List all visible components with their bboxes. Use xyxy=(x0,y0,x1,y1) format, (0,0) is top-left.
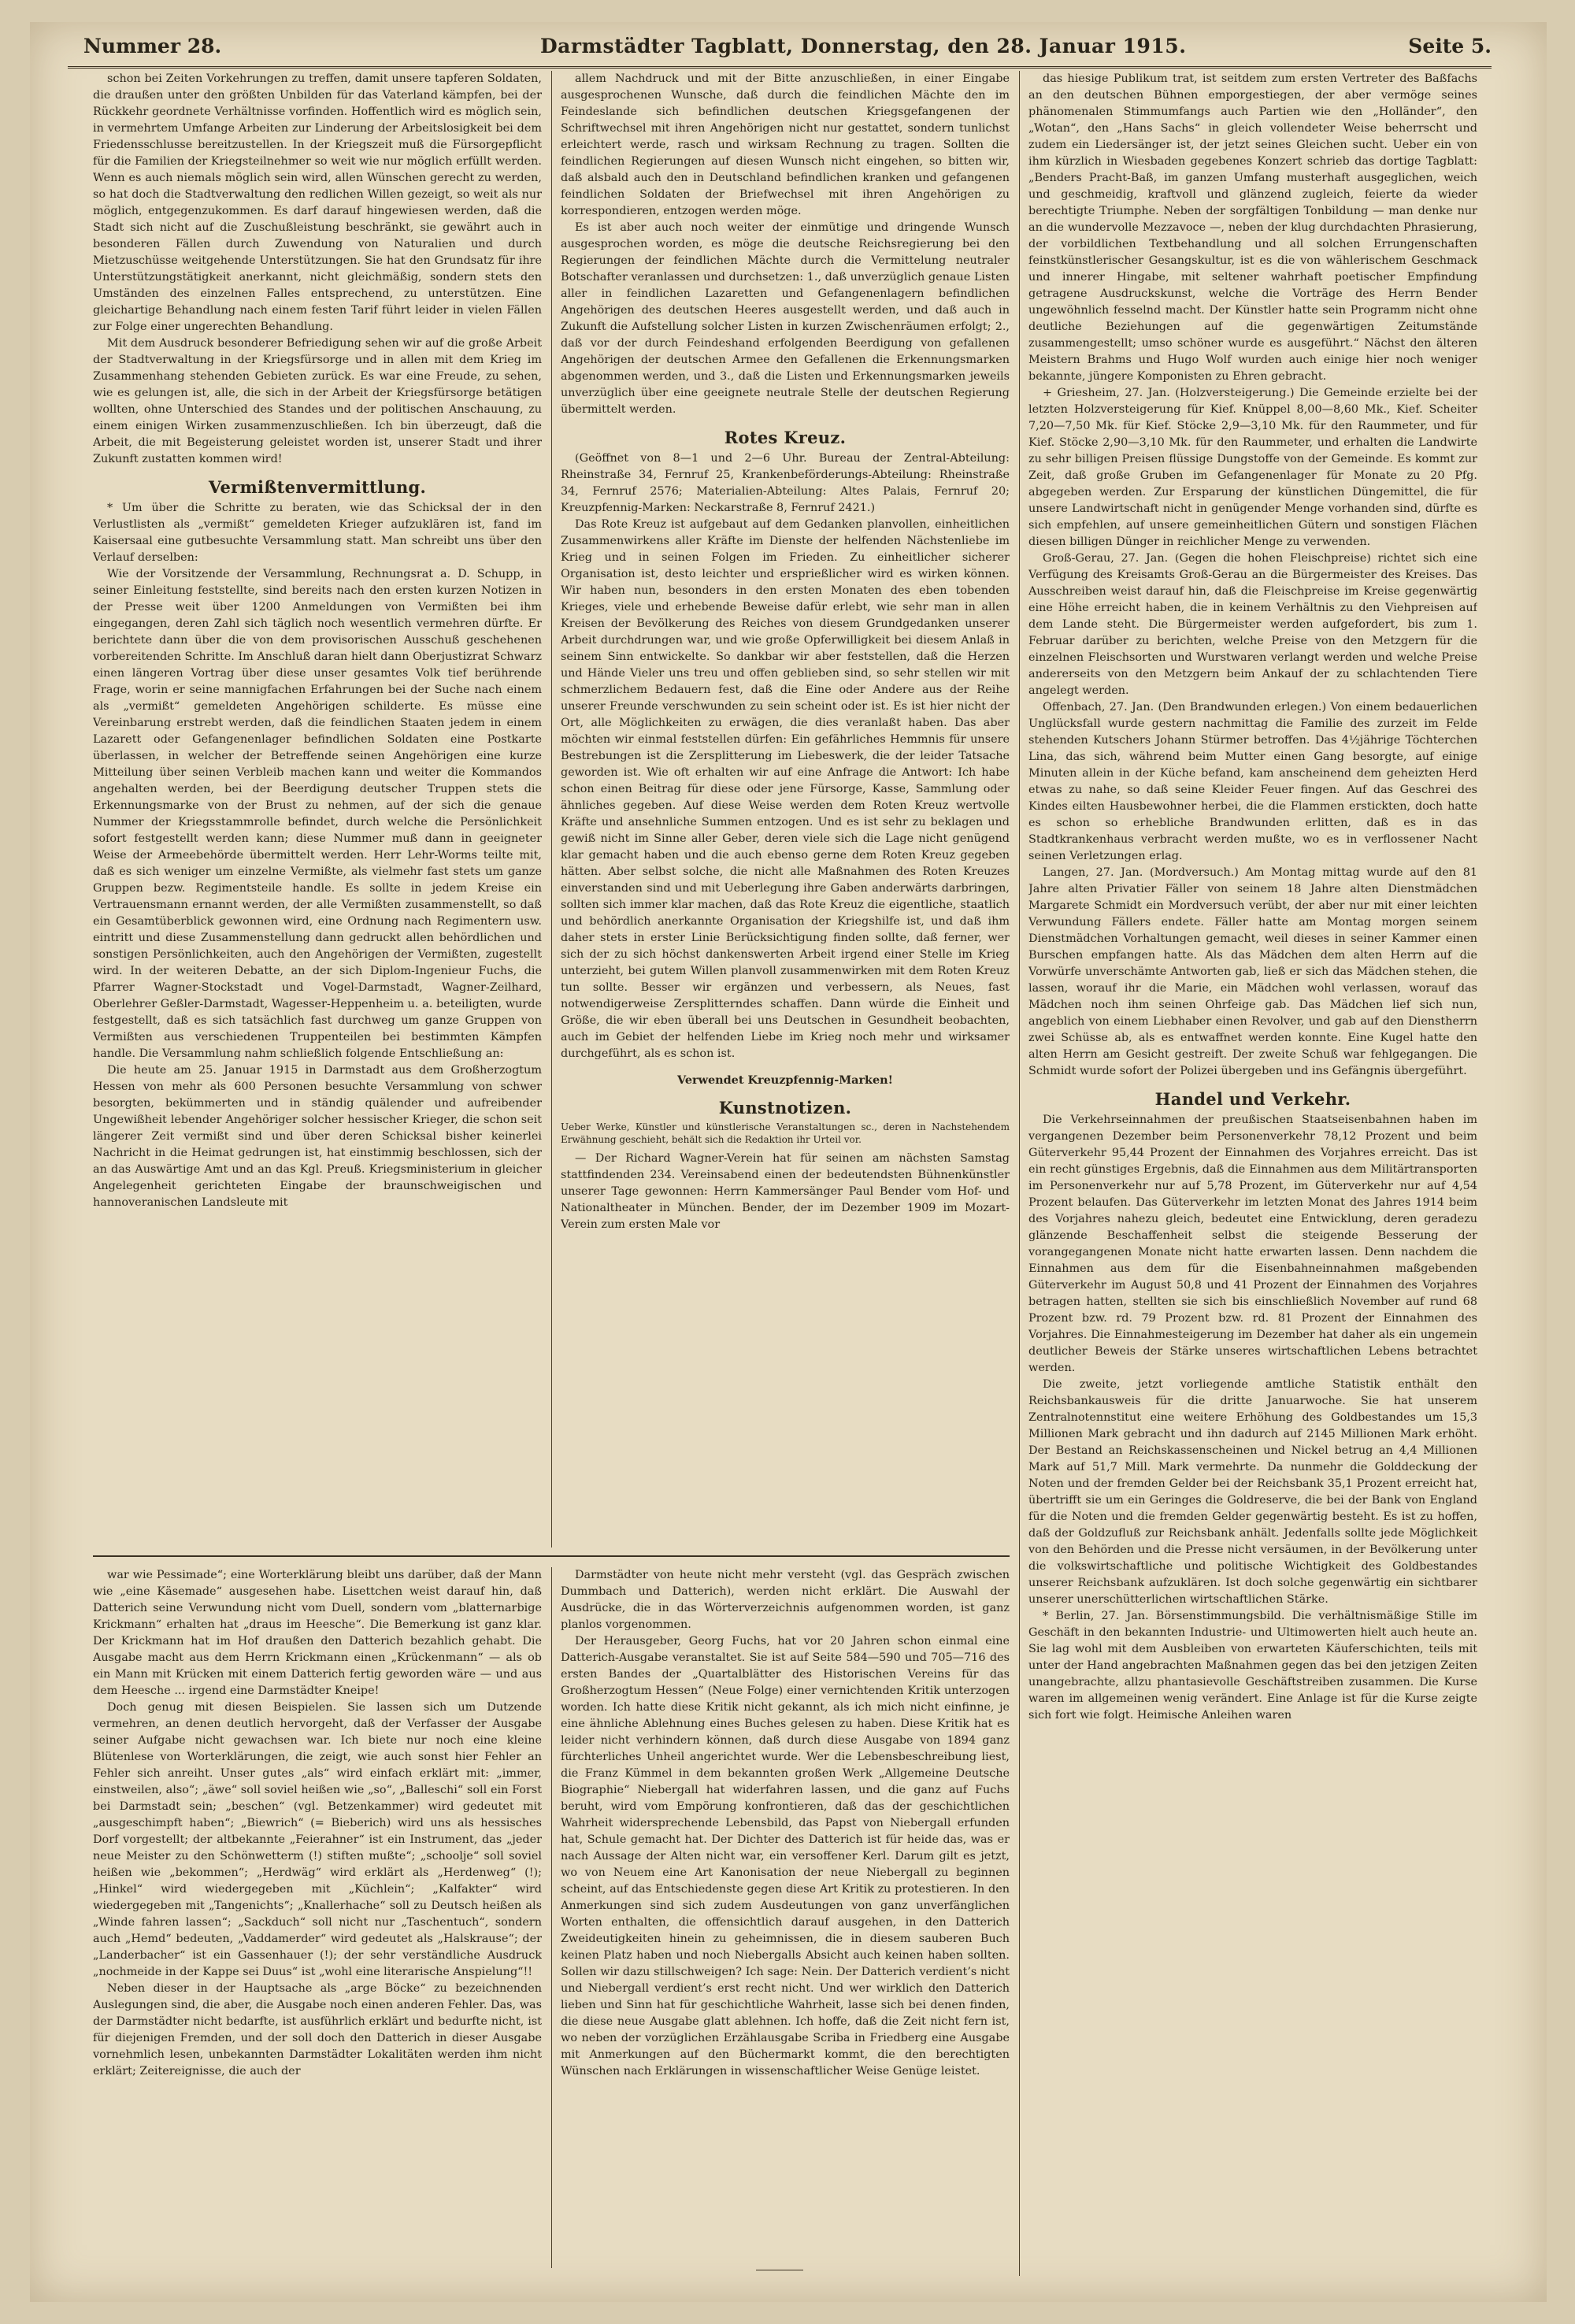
article-paragraph: Die zweite, jetzt vorliegende amtliche Statistik enthält den Reichsbankausweis für die dritte Januarwoche. Sie hat unserem Zentralnotennstitut eine weitere Erhöhung des Goldbestandes um 15,3 Millionen Mark gebracht und ihn dadurch auf 2145 Millionen Mark erhöht. Der Bestand an Reichskassenscheinen und Nickel betrug an 4,4 Millionen Mark auf 51,7 Mill. Mark vermehrte. Da nunmehr die Golddeckung der Noten und der fremden Gelder bei der Reichsbank 35,1 Prozent erreicht hat, übertrifft sie um ein Geringes die Goldreserve, die bei der Bank von England für die Noten und die fremden Gelder gegenwärtig besteht. Es ist zu hoffen, daß der Goldzufluß zur Reichsbank anhält. Jedenfalls sollte jede Möglichkeit von den Behörden und die Presse nicht versäumen, in der Bevölkerung unter die volkswirtschaftliche und politische Wichtigkeit des Goldbestandes unserer Reichsbank aufzuklären. Ist doch solche gegenwärtig ein sichtbarer unserer unerschütterlichen wirtschaftlichen Stärke. xyxy=(1028,1378,1477,1606)
issue-number: Nummer 28. xyxy=(83,35,222,57)
article-paragraph: * Um über die Schritte zu beraten, wie das Schicksal der in den Verlustlisten als „vermißt“ gemeldeten Krieger aufzuklären ist, fand im Kaisersaal eine gutbesuchte Versammlung statt. Man schreibt uns über den Verlauf derselben: xyxy=(93,502,542,564)
local-news-paragraph: Langen, 27. Jan. (Mordversuch.) Am Montag mittag wurde auf den 81 Jahre alten Privatier Fäller von seinem 18 Jahre alten Dienstmädchen Margarete Schmidt ein Mordversuch verübt, der aber nur mit einer leichten Verwundung Fällers endete. Fäller hatte am Montag morgen seinem Dienstmädchen Vorhaltungen gemacht, weil dieses in seiner Kammer einen Burschen empfangen hatte. Als das Mädchen dem alten Herrn auf die Vorwürfe unverschämte Antworten gab, ließ er sich das Mädchen stehen, die lassen, worauf ihr die Marie, ein Mädchen wohl verlassen, worauf das Mädchen noch ihm seinen Ohrfeige gab. Das Mädchen lief sich nun, angeblich von einem Liebhaber einen Revolver, und gab auf den Dienstherrn zwei Schüsse ab, als es entwaffnet werden konnte. Eine Kugel hatte den alten Herrn am Gesicht gestreift. Der zweite Schuß war fehlgegangen. Die Schmidt wurde sofort der Polizei übergeben und ins Gefängnis übergeführt. xyxy=(1028,866,1477,1077)
page-number: Seite 5. xyxy=(1408,35,1492,57)
feuilleton-paragraph: Darmstädter von heute nicht mehr versteht (vgl. das Gespräch zwischen Dummbach und Datterich), werden nicht erklärt. Die Auswahl der Ausdrücke, die in das Wörterverzeichnis aufgenommen worden, ist ganz planlos vorgenommen. xyxy=(561,1569,1010,1631)
feuilleton-column-2 xyxy=(561,1567,1010,2268)
column-divider xyxy=(551,71,552,1547)
feuilleton-paragraph: Neben dieser in der Hauptsache als „arge Böcke“ zu bezeichnenden Auslegungen sind, die aber, die Ausgabe noch einen anderen Fehler. Das, was der Darmstädter nicht bedarfte, ist ausführlich erklärt und bedurfte nicht, ist für diejenigen Fremden, und der soll doch den Datterich in dieser Ausgabe vornehmlich lesen, unbekannten Darmstädter Lokalitäten werden ihm nicht erklärt; Zeitereignisse, die auch der xyxy=(93,1982,542,2078)
article-paragraph: Wie der Vorsitzende der Versammlung, Rechnungsrat a. D. Schupp, in seiner Einleitung feststellte, sind bereits nach den ersten kurzen Notizen in der Presse weit über 1200 Anmeldungen von Vermißten bei ihm eingegangen, deren Zahl sich täglich noch wesentlich vermehren dürfte. Er berichtete dann über die von dem provisorischen Ausschuß geschehenen vorbereitenden Schritte. Im Anschluß daran hielt dann Oberjustizrat Schwarz einen längeren Vortrag über diese unser gesamtes Volk tief berührende Frage, worin er seine mannigfachen Erfahrungen bei der Suche nach einem als „vermißt“ gemeldeten Angehörigen schilderte. Es müsse eine Vereinbarung erstrebt werden, daß die feindlichen Staaten jedem in einem Lazarett oder Gefangenenlager befindlichen Soldaten eine Postkarte überlassen, in welcher der Betreffende seinen Angehörigen eine kurze Mitteilung über seinen Verbleib machen kann und weiter die Kommandos angehalten werden, bei der Beerdigung deutscher Truppen stets die Erkennungsmarke von der Brust zu nehmen, auf der sich die genaue Nummer der Kriegsstammrolle befindet, durch welche die Persönlichkeit sofort festgestellt werden kann; diese Nummer muß dann in geeigneter Weise der Armeebehörde übermittelt werden. Herr Lehr-Worms teilte mit, daß es sich weniger um einzelne Vermißte, als vielmehr fast stets um ganze Gruppen bezw. Regimentsteile handle. Es sollte in jedem Kreise ein Vertrauensmann ernannt werden, der alle Vermißten zusammenstellt, so daß ein Gesamtüberblick gewonnen wird, eine Ordnung nach Regimentern usw. eintritt und diese Zusammenstellung dann gedruckt allen behördlichen und sonstigen Persönlichkeiten, auch den Angehörigen der Vermißten, zugestellt wird. In der weiteren Debatte, an der sich Diplom-Ingenieur Fuchs, die Pfarrer Wagner-Stockstadt und Vogel-Darmstadt, Wagner-Zeilhard, Oberlehrer Geßler-Darmstadt, Wagesser-Heppenheim u. a. beteiligten, wurde festgestellt, daß es sich tatsächlich fast durchweg um ganze Gruppen von Vermißten aus verschiedenen Truppenteilen bei bestimmten Kämpfen handle. Die Versammlung nahm schließlich folgende Entschließung an: xyxy=(93,568,542,1060)
section-heading-kunstnotizen: Kunstnotizen. xyxy=(718,1098,852,1118)
article-paragraph: — Der Richard Wagner-Verein hat für seinen am nächsten Samstag stattfindenden 234. Vereinsabend einen der bedeutendsten Bühnenkünstler unserer Tage gewonnen: Herrn Kammersänger Paul Bender vom Hof- und Nationaltheater in München. Bender, der im Dezember 1909 im Mozart-Verein zum ersten Male vor xyxy=(561,1152,1010,1231)
article-paragraph: (Geöffnet von 8—1 und 2—6 Uhr. Bureau der Zentral-Abteilung: Rheinstraße 34, Fernruf 25, Krankenbeförderungs-Abteilung: Rheinstraße 34, Fernruf 2576; Materialien-Abteilung: Altes Palais, Fernruf 20; Kreuzpfennig-Marken: Neckarstraße 8, Fernruf 2421.) xyxy=(561,452,1010,514)
section-heading-rotes-kreuz: Rotes Kreuz. xyxy=(724,428,847,447)
column-3 xyxy=(1028,71,1477,2268)
article-paragraph: Die heute am 25. Januar 1915 in Darmstadt aus dem Großherzogtum Hessen von mehr als 600 Personen besuchte Versammlung von schwer besorgten, bekümmerten und in ständig quälender und aufreibender Ungewißheit lebender Angehöriger solcher hessischer Krieger, die schon seit längerer Zeit vermißt sind und über deren Schicksal bisher keinerlei Nachricht in die Heimat gedrungen ist, hat einstimmig beschlossen, sich der an das Auswärtige Amt und an das Kgl. Preuß. Kriegsministerium in gleicher Angelegenheit gerichteten Eingabe der braunschweigischen und hannoveranischen Landsleute mit xyxy=(93,1064,542,1209)
newspaper-title: Darmstädter Tagblatt, Donnerstag, den 28. Januar 1915. xyxy=(540,35,1187,57)
kreuzpfennig-callout: Verwendet Kreuzpfennig-Marken! xyxy=(677,1073,893,1087)
column-1 xyxy=(93,71,542,1544)
column-2 xyxy=(561,71,1010,1544)
masthead xyxy=(68,35,1492,69)
feuilleton-separator xyxy=(93,1555,1010,1557)
article-paragraph: das hiesige Publikum trat, ist seitdem zum ersten Vertreter des Baßfachs an den deutschen Bühnen emporgestiegen, der aber vermöge seines phänomenalen Stimmumfangs auch Partien wie den „Holländer“, den „Wotan“, den „Hans Sachs“ in gleich vollendeter Weise beherrscht und zudem ein Liedersänger ist, der jetzt seines Gleichen sucht. Ueber ein von ihm kürzlich in Wiesbaden gegebenes Konzert schrieb das dortige Tagblatt: „Benders Pracht-Baß, im ganzen Umfang musterhaft ausgeglichen, weich und geschmeidig, kraftvoll und glänzend zugleich, feierte da wieder berechtigte Triumphe. Neben der sorgfältigen Tonbildung — man denke nur an die wundervolle Mezzavoce —, neben der klug durchdachten Phrasierung, der vorbildlichen Textbehandlung und all solchen Errungenschaften feinstkünstlerischer Gesangskultur, ist es die von wählerischem Geschmack und innerer Hingabe, mit seltener wahrhaft poetischer Empfindung getragene Ausdruckskunst, welche die Vorträge des Herrn Bender ungewöhnlich fesselnd macht. Der Künstler hatte sein Programm nicht ohne deutliche Beziehungen auf die gegenwärtigen Zeitumstände zusammengestellt; umso schöner wurde es ausgeführt.“ Nächst den älteren Meistern Brahms und Hugo Wolf wurden auch einige hier noch weniger bekannte, jüngere Komponisten zu Ehren gebracht. xyxy=(1028,72,1477,383)
article-paragraph: * Berlin, 27. Jan. Börsenstimmungsbild. Die verhältnismäßige Stille im Geschäft in den bekannten Industrie- und Ultimowerten hielt auch heute an. Sie lag wohl mit dem Ausbleiben von erwarteten Käuferschichten, teils mit unter der Hand angebrachten Maßnahmen gegen das bei den jetzigen Zeiten unangebrachte, allzu phantasievolle Geschäftstreiben zusammen. Die Kurse waren im allgemeinen wenig verändert. Eine Anlage ist für die Kurse zeigte sich fort wie folgt. Heimische Anleihen waren xyxy=(1028,1610,1477,1722)
column-divider xyxy=(551,1567,552,2268)
article-paragraph: Es ist aber auch noch weiter der einmütige und dringende Wunsch ausgesprochen worden, es möge die deutsche Reichsregierung bei den Regierungen der feindlichen Mächte durch die Vermittelung neutraler Botschafter veranlassen und durchsetzen: 1., daß unverzüglich genaue Listen aller in feindlichen Lazaretten und Gefangenenlagern befindlichen Angehörigen des deutschen Heeres ausgestellt werden, und daß auch in Zukunft die Aufstellung solcher Listen in kurzen Zwischenräumen erfolgt; 2., daß vor der durch Feindeshand erfolgenden Beerdigung von gefallenen Angehörigen der deutschen Armee den Gefallenen die Erkennungsmarken abgenommen werden, und 3., daß die Listen und Erkennungsmarken jeweils unverzüglich über eine geeignete neutrale Stelle der deutschen Regierung übermittelt werden. xyxy=(561,221,1010,416)
article-paragraph: Das Rote Kreuz ist aufgebaut auf dem Gedanken planvollen, einheitlichen Zusammenwirkens aller Kräfte im Dienste der helfenden Nächstenliebe im Krieg und in seinen Folgen im Frieden. Zu einheitlicher sicherer Organisation ist, desto leichter und ersprießlicher wird es wirken können. Wir haben nun, besonders in den ersten Monaten des eben tobenden Krieges, viele und erhebende Beweise dafür erlebt, wie sehr man in allen Kreisen der Bevölkerung des Reiches von diesem Grundgedanken unserer Arbeit durchdrungen war, und wie große Opferwilligkeit bei diesem Anlaß in seinem Sinn entwickelte. So dankbar wir aber feststellen, daß die Herzen und Hände Vieler uns treu und offen geblieben sind, so sehr stellen wir mit schmerzlichem Bedauern fest, daß die Eine oder Andere aus der Reihe unserer Freunde verschwunden zu sein scheint oder ist. Es ist hier nicht der Ort, alle Möglichkeiten zu erwägen, die dies veranlaßt haben. Das aber möchten wir einmal feststellen dürfen: Ein gefährliches Hemmnis für unsere Bestrebungen ist die Zersplitterung im Liebeswerk, die der leider Tatsache geworden ist. Wie oft erhalten wir auf eine Anfrage die Antwort: Ich habe schon einen Beitrag für diese oder jene Fürsorge, Kasse, Sammlung oder ähnliches gegeben. Auf diese Weise werden dem Roten Kreuz wertvolle Kräfte und ansehnliche Summen entzogen. Und es ist sehr zu beklagen und gewiß nicht im Sinne aller Geber, deren viele sich die Lage nicht genügend klar gemacht haben und die auch ebenso gerne dem Roten Kreuz gegeben hätten. Aber selbst solche, die nicht alle Maßnahmen des Roten Kreuzes einverstanden sind und mit Ueberlegung ihre Gaben anderwärts darbringen, sollten sich immer klar machen, daß das Rote Kreuz die eigentliche, staatlich und behördlich anerkannte Organisation der Kriegshilfe ist, und daß ihm daher stets in erster Linie Berücksichtigung finden sollte, daß ferner, wer sich der zu sich höchst dankenswerten Arbeit irgend einer Stelle im Krieg unterzieht, bei gutem Willen planvoll zusammenwirken mit dem Roten Kreuz tun sollte. Besser wir ergänzen und verbessern, als Neues, fast notwendigerweise Zersplitterndes schaffen. Dann würde die Einheit und Größe, die wir eben überall bei uns Deutschen in Gesundheit beobachten, auch im Gebiet der helfenden Liebe im Krieg noch mehr und wirksamer durchgeführt, als es schon ist. xyxy=(561,518,1010,1060)
editorial-disclaimer: Ueber Werke, Künstler und künstlerische Veranstaltungen sc., deren in Nachstehendem Erwähnung geschieht, behält sich die Redaktion ihr Urteil vor. xyxy=(561,1121,1010,1145)
section-heading-handel-und-verkehr: Handel und Verkehr. xyxy=(1154,1089,1351,1109)
feuilleton-paragraph: Doch genug mit diesen Beispielen. Sie lassen sich um Dutzende vermehren, an denen deutlich hervorgeht, daß der Verfasser der Ausgabe seiner Aufgabe nicht gewachsen war. Ich biete nur noch eine kleine Blütenlese von Worterklärungen, die zeigt, wie auch sonst hier Fehler an Fehler sich anreiht. Unser gutes „als“ wird einfach erklärt mit: „immer, einstweilen, also“; „äwe“ soll soviel heißen wie „so“, „Balleschi“ soll ein Forst bei Darmstadt sein; „beschen“ (vgl. Betzenkammer) wird gedeutet mit „ausgeschimpft haben“; „Biewrich“ (= Bieberich) wird uns als hessisches Dorf vorgestellt; der altbekannte „Feierahner“ ist ein Instrument, das „jeder neue Meister zu den Schönwetterm (!) stiften mußte“; „schoolje“ soll soviel heißen wie „bekommen“; „Herdwäg“ wird erklärt als „Herdenweg“ (!); „Hinkel“ wird wiedergegeben mit „Küchlein“; „Kalfakter“ wird wiedergegeben mit „Tangenichts“; „Knallerhache“ soll zu Deutsch heißen als „Winde fahren lassen“; „Sackduch“ soll nicht nur „Taschentuch“, sondern auch „Hemd“ bedeuten, „Vaddamerder“ wird gedeutet als „Halskrause“; der „Landerbacher“ ist ein Gassenhauer (!); der sehr verständliche Ausdruck „nochmeide in der Kappe sei Duus“ ist „wohl eine literarische Anspielung“!! xyxy=(93,1701,542,1978)
local-news-paragraph: Groß-Gerau, 27. Jan. (Gegen die hohen Fleischpreise) richtet sich eine Verfügung des Kreisamts Groß-Gerau an die Bürgermeister des Kreises. Das Ausschreiben weist darauf hin, daß die Fleischpreise im Kreise gegenwärtig eine Höhe erreicht haben, die in keinem Verhältnis zu den Viehpreisen auf dem Lande steht. Die Bürgermeister werden aufgefordert, bis zum 1. Februar darüber zu berichten, welche Preise von den Metzgern für die einzelnen Fleischsorten und Wurstwaren verlangt werden und welche Preise andererseits von den Metzgern beim Ankauf der zu schlachtenden Tiere angelegt werden. xyxy=(1028,552,1477,697)
local-news-paragraph: + Griesheim, 27. Jan. (Holzversteigerung.) Die Gemeinde erzielte bei der letzten Holzversteigerung für Kief. Knüppel 8,00—8,60 Mk., Kief. Scheiter 7,20—7,50 Mk. für Kief. Stöcke 2,9—3,10 Mk. für den Raummeter, und für Kief. Stöcke 2,90—3,10 Mk. für den Raummeter, und erhalten die Landwirte zu sehr billigen Preisen flüssige Dungstoffe von der Gemeinde. Es kommt zur Zeit, daß große Gruben im Gefangenenlager für Monate zu 20 Pfg. abgegeben werden. Zur Ersparung der künstlichen Düngemittel, die für unsere Landwirtschaft nicht in genügender Menge vorhanden sind, dürfte es sich empfehlen, auf unsere gemeinheitlichen Gütern und sonstigen Flächen diesen billigen Dünger in reichlicher Menge zu verwenden. xyxy=(1028,387,1477,548)
feuilleton-column-1 xyxy=(93,1567,542,2268)
feuilleton-paragraph: war wie Pessimade“; eine Worterklärung bleibt uns darüber, daß der Mann wie „eine Käsemade“ ausgesehen habe. Lisettchen weist darauf hin, daß Datterich seine Verwundung nicht vom Duell, sondern vom „blatternarbige Krickmann“ erhalten hat „draus im Heesche“. Die Bemerkung ist ganz klar. Der Krickmann hat im Hof draußen den Datterich bezahlich gehabt. Die Ausgabe macht aus dem Herrn Krickmann einen „Krückenmann“ — als ob ein Mann mit Krücken mit einem Datterich fertig geworden wäre — und aus dem Heesche ... irgend eine Darmstädter Kneipe! xyxy=(93,1569,542,1697)
article-paragraph: Mit dem Ausdruck besonderer Befriedigung sehen wir auf die große Arbeit der Stadtverwaltung in der Kriegsfürsorge und in allen mit dem Krieg im Zusammenhang stehenden Gebieten zurück. Es war eine Freude, zu sehen, wie es gelungen ist, alle, die sich in der Arbeit der Kriegsfürsorge betätigen wollten, ohne Unterschied des Standes und der politischen Anschauung, zu einem einigen Wirken zusammenzuschließen. Ich bin überzeugt, daß die Arbeit, die mit Begeisterung geleistet worden ist, unserer Stadt und ihrer Zukunft zustatten kommen wird! xyxy=(93,337,542,465)
column-divider xyxy=(1019,71,1020,2276)
section-heading-vermisstenvermittlung: Vermißtenvermittlung. xyxy=(208,477,427,497)
local-news-paragraph: Offenbach, 27. Jan. (Den Brandwunden erlegen.) Von einem bedauerlichen Unglücksfall wurde gestern nachmittag die Familie des zurzeit im Felde stehenden Kutschers Johann Stürmer betroffen. Das 4½jährige Töchterchen Lina, das sich, während beim Mutter einen Gang besorgte, auf einige Minuten allein in der Küche befand, kam anscheinend dem geheizten Herd etwas zu nahe, so daß seine Kleider Feuer fingen. Auf das Geschrei des Kindes eilten Hausbewohner herbei, die die Flammen erstickten, doch hatte es schon so erhebliche Brandwunden erlitten, daß es in das Stadtkrankenhaus verbracht werden mußte, wo es in verflossener Nacht seinen Verletzungen erlag. xyxy=(1028,701,1477,862)
feuilleton-paragraph: Der Herausgeber, Georg Fuchs, hat vor 20 Jahren schon einmal eine Datterich-Ausgabe veranstaltet. Sie ist auf Seite 584—590 und 705—716 des ersten Bandes der „Quartalblätter des Historischen Vereins für das Großherzogtum Hessen“ (Neue Folge) einer vernichtenden Kritik unterzogen worden. Ich hatte diese Kritik nicht gekannt, als ich mich nicht einfinne, je eine ähnliche Ablehnung eines Buches gelesen zu haben. Diese Kritik hat es leider nicht verhindern können, daß durch diese Ausgabe von 1894 ganz fürchterliches Unheil angerichtet wurde. Wer die Lebensbeschreibung liest, die Franz Kümmel in dem bekannten großen Werk „Allgemeine Deutsche Biographie“ Niebergall hat widerfahren lassen, und die ganz auf Fuchs beruht, wird vom Empörung konfrontieren, daß das der geschichtlichen Wahrheit widersprechende Lebensbild, das Papst von Niebergall erfunden hat, Schule gemacht hat. Der Dichter des Datterich ist für heide das, was er nach Aussage der Alten nicht war, ein versoffener Kerl. Darum gilt es jetzt, wo von Neuem eine Art Kanonisation der neue Niebergall zu beginnen scheint, auf das Entschiedenste gegen diese Art Kritik zu protestieren. In den Anmerkungen sind sich zudem Ausdeutungen von ganz unverfänglichen Worten enthalten, die offensichtlich darauf ausgehen, in den Datterich Zweideutigkeiten hinein zu geheimnissen, die in diesem sauberen Buch keinen Platz haben und noch Niebergalls Absicht auch keinen haben sollten. Sollen wir dazu stillschweigen? Ich sage: Nein. Der Datterich verdient’s nicht und Niebergall verdient’s erst recht nicht. Und wer wirklich den Datterich lieben und Sinn hat für geschichtliche Wahrheit, lasse sich bei denen finden, die diese neue Ausgabe glatt ablehnen. Ich hoffe, daß die Zeit nicht fern ist, wo neben der vorzüglichen Erzählausgabe Scriba in Friedberg eine Ausgabe mit Anmerkungen auf den Büchermarkt kommt, die den berechtigten Wünschen nach Erklärungen in wissenschaftlicher Weise Genüge leistet. xyxy=(561,1635,1010,2078)
article-paragraph: allem Nachdruck und mit der Bitte anzuschließen, in einer Eingabe ausgesprochenen Wunsche, daß durch die feindlichen Mächte den im Feindeslande sich befindlichen deutschen Kriegsgefangenen der Schriftwechsel mit ihren Angehörigen nicht nur gestattet, sondern tunlichst erleichtert werde, rasch und wirksam Rechnung zu tragen. Sollten die feindlichen Regierungen auf diesen Wunsch nicht eingehen, so bitten wir, daß alsbald auch den in Deutschland befindlichen kranken und gefangenen feindlichen Soldaten der Briefwechsel mit ihren Angehörigen zu korrespondieren, entzogen werden möge. xyxy=(561,72,1010,217)
article-paragraph: schon bei Zeiten Vorkehrungen zu treffen, damit unsere tapferen Soldaten, die draußen unter den größten Unbilden für das Vaterland kämpfen, bei der Rückkehr geordnete Verhältnisse vorfinden. Hoffentlich wird es möglich sein, in vermehrtem Umfange Arbeiten zur Linderung der Arbeitslosigkeit bei dem Friedensschlusse bereitzustellen. In der Kriegszeit muß die Fürsorgepflicht für die Familien der Kriegsteilnehmer so weit wie nur möglich erfüllt werden. Wenn es auch niemals möglich sein wird, allen Wünschen gerecht zu werden, so hat doch die Stadtverwaltung den redlichen Willen gezeigt, so weit als nur möglich, entgegenzukommen. Es darf darauf hingewiesen werden, daß die Stadt sich nicht auf die Zuschußleistung beschränkt, sie gewährt auch in besonderen Fällen durch Zuwendung von Naturalien und durch Mietzuschüsse weitgehende Unterstützungen. Sie hat den Grundsatz für ihre Unterstützungstätigkeit anerkannt, nicht gleichmäßig, sondern stets den Umständen des einzelnen Falles entsprechend, zu unterstützen. Eine gleichartige Behandlung nach einem festen Tarif führt leider in vielen Fällen zur Folge einer ungerechten Behandlung. xyxy=(93,72,542,333)
article-paragraph: Die Verkehrseinnahmen der preußischen Staatseisenbahnen haben im vergangenen Dezember beim Personenverkehr 78,12 Prozent und beim Güterverkehr 95,44 Prozent der Einnahmen des Vorjahres erreicht. Das ist ein recht günstiges Ergebnis, daß die Einnahmen aus dem Militärtransporten im Personenverkehr nur auf 5,78 Prozent, im Güterverkehr nur auf 4,54 Prozent belaufen. Das Güterverkehr im letzten Monat des Jahres 1914 beim des Vorjahres nahezu gleich, bedeutet eine Entwicklung, deren geradezu glänzende Beschaffenheit selbst die steigende Besserung der vorangegangenen Monate nicht hatte erwarten lassen. Denn nachdem die Einnahmen aus dem für die Eisenbahneinnahmen maßgebenden Güterverkehr im August 50,8 und 41 Prozent der Einnahmen des Vorjahres betragen hatten, stellten sie sich bis einschließlich November auf rund 68 Prozent bzw. rd. 79 Prozent bzw. rd. 81 Prozent der Einnahmen des Vorjahres. Die Einnahmesteigerung im Dezember hat daher als ein ungemein deutlicher Beweis der Stärke unseres wirtschaftlichen Lebens betrachtet werden. xyxy=(1028,1114,1477,1374)
